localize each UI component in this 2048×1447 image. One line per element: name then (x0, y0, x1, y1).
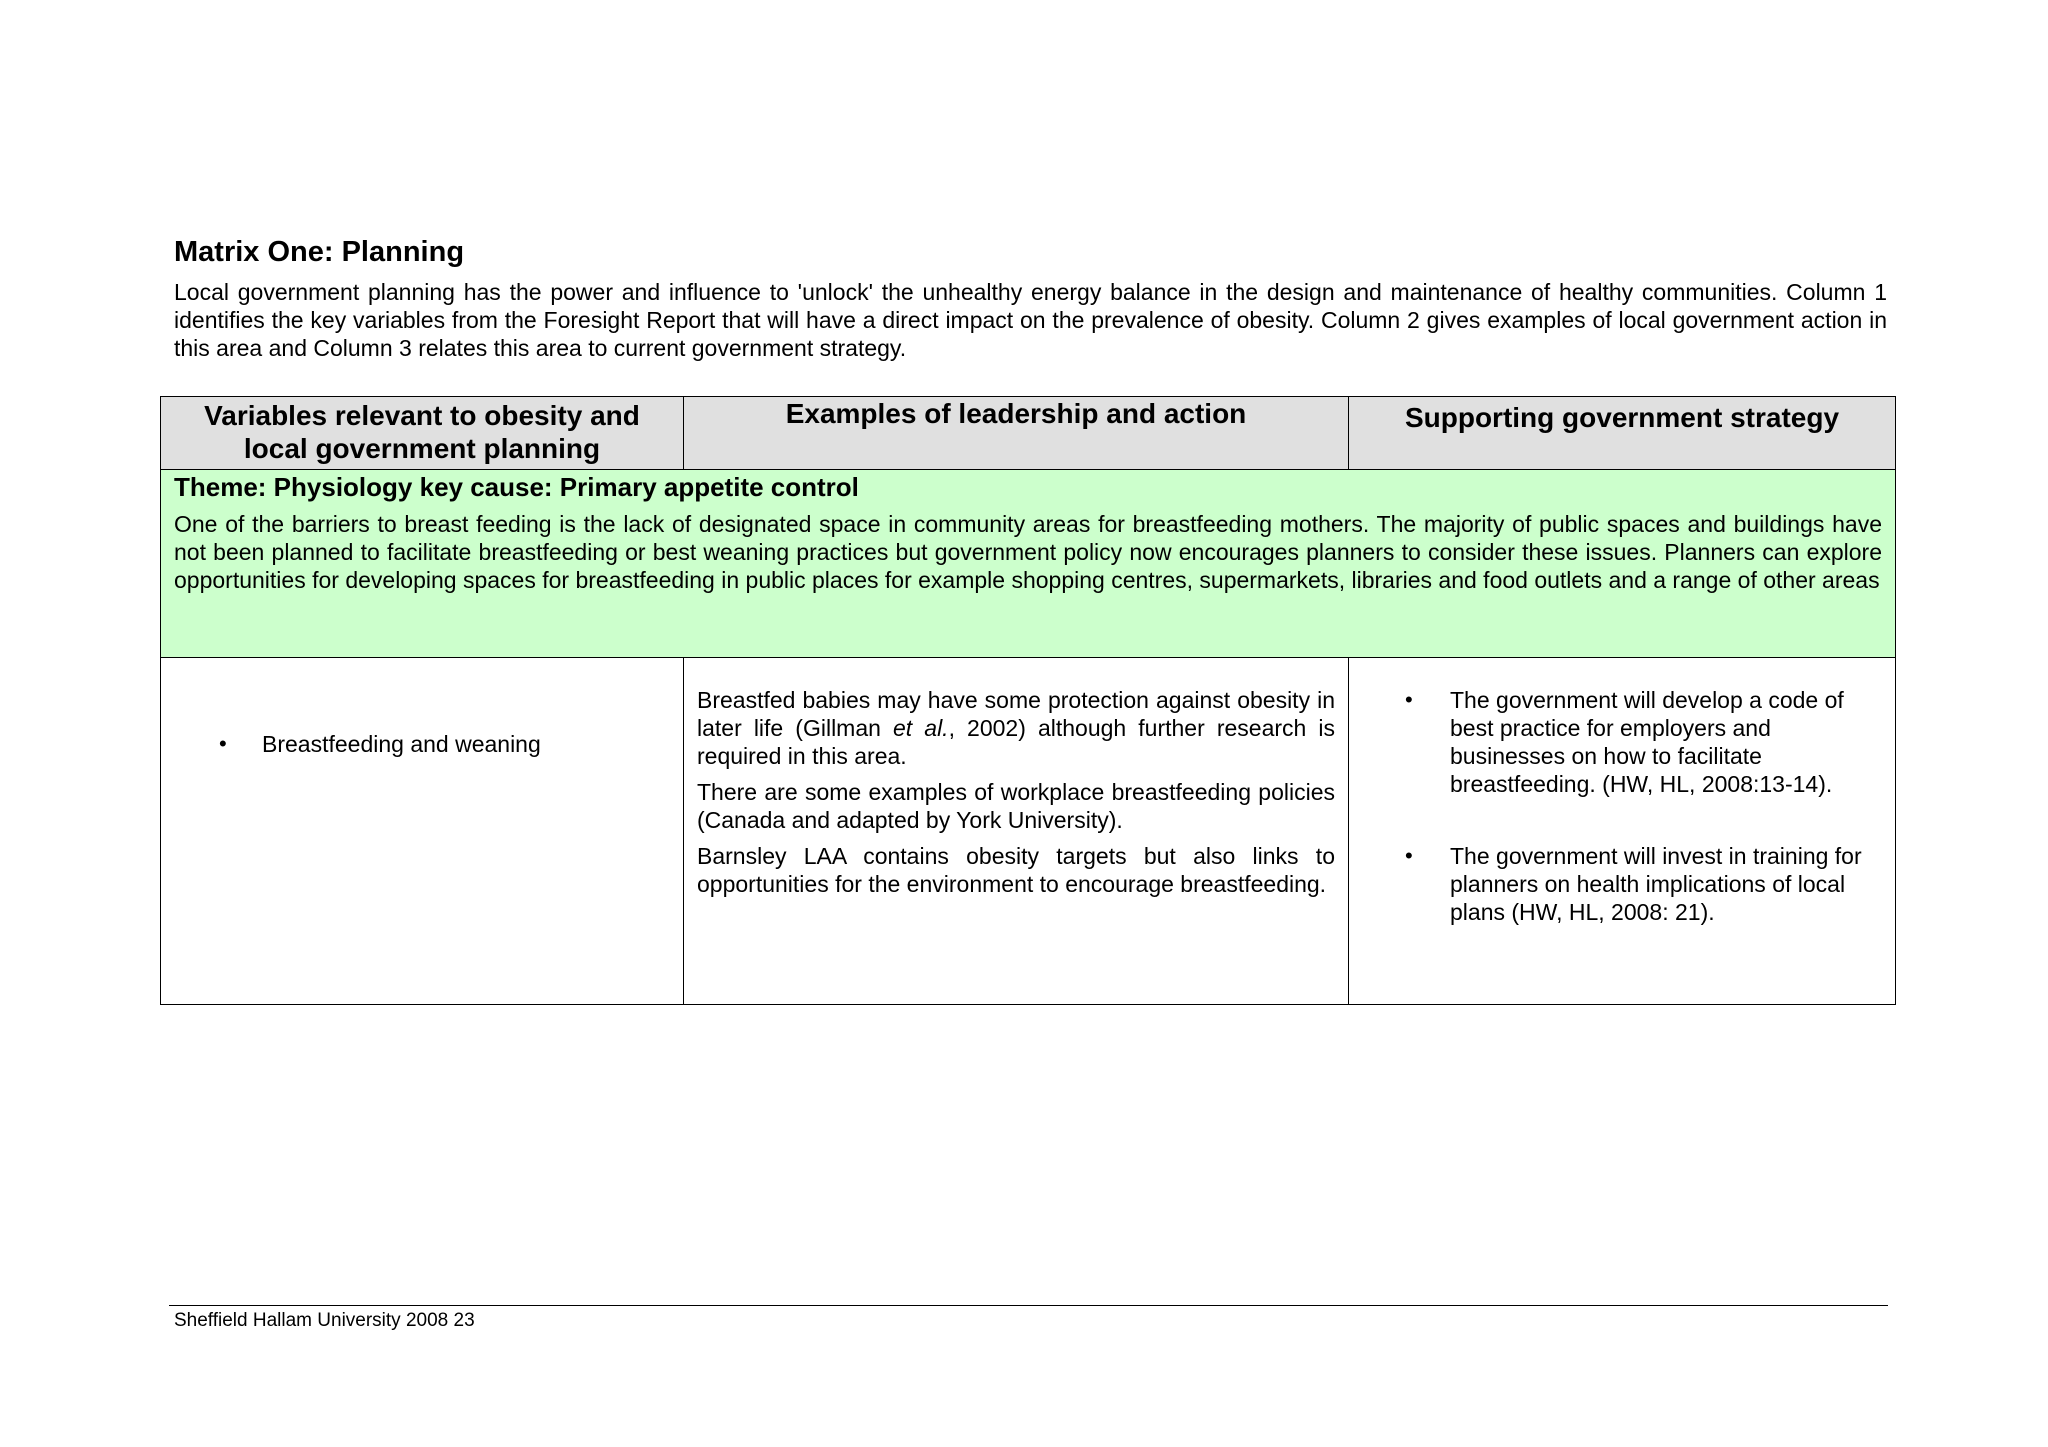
strategy-text: The government will invest in training for planners on health implications of local plans (HW, HL, 2008: 21). (1450, 843, 1862, 925)
strategy-bullet-item (1349, 686, 1877, 798)
example-paragraph-2: There are some examples of workplace breastfeeding policies (Canada and adapted by York University). (697, 779, 1335, 833)
page-heading: Matrix One: Planning (174, 236, 465, 268)
example-1-text-a: Breastfed babies may have some protection against obesity in later life (Gillman (697, 687, 1335, 741)
example-1-italic: et al. (893, 715, 949, 741)
strategy-cell (1349, 658, 1896, 1005)
theme-title: Theme: Physiology key cause: Primary appetite control (174, 472, 859, 502)
variable-bullet-item (161, 730, 683, 758)
intro-paragraph: Local government planning has the power and influence to 'unlock' the unhealthy energy balance in the design and maintenance of healthy communities. Column 1 identifies the key variables from the Foresight Report that will have a direct impact on the prevalence of obesity. Column 2 gives examples of local government action in this area and Column 3 relates this area to current government strategy. (174, 279, 1887, 361)
example-paragraph-1 (697, 686, 1335, 770)
theme-row (161, 470, 1896, 658)
variable-cell (161, 658, 684, 1005)
header-strategy: Supporting government strategy (1349, 397, 1896, 470)
page-footer: Sheffield Hallam University 2008 23 (174, 1310, 475, 1331)
theme-cell (161, 470, 1896, 658)
header-examples: Examples of leadership and action (684, 397, 1349, 470)
examples-cell (684, 658, 1349, 1005)
table-row (161, 658, 1896, 1005)
strategy-text: The government will develop a code of best practice for employers and businesses on how to facilitate breastfeeding. (HW, HL, 2008:13-14). (1450, 687, 1844, 797)
strategy-bullet-item (1349, 842, 1877, 926)
header-variables: Variables relevant to obesity and local government planning (161, 397, 684, 470)
bullet-icon: • (1405, 687, 1413, 712)
bullet-icon: • (1405, 843, 1413, 868)
table-header-row (161, 397, 1896, 470)
example-1-text-b: , 2002) although further research is required in this area. (697, 715, 1336, 769)
theme-body: One of the barriers to breast feeding is the lack of designated space in community areas for breastfeeding mothers. The majority of public spaces and buildings have not been planned to facilitate breastfeeding or best weaning practices but government policy now encourages planners to consider these issues. Planners can explore opportunities for developing spaces for breastfeeding in public places for example shopping centres, supermarkets, libraries and food outlets and a range of other areas (174, 511, 1882, 593)
example-paragraph-3: Barnsley LAA contains obesity targets but also links to opportunities for the environment to encourage breastfeeding. (697, 843, 1335, 897)
variable-text: Breastfeeding and weaning (262, 731, 541, 757)
planning-matrix-table (160, 396, 1896, 1005)
bullet-icon: • (219, 731, 227, 756)
footer-divider (169, 1305, 1888, 1306)
